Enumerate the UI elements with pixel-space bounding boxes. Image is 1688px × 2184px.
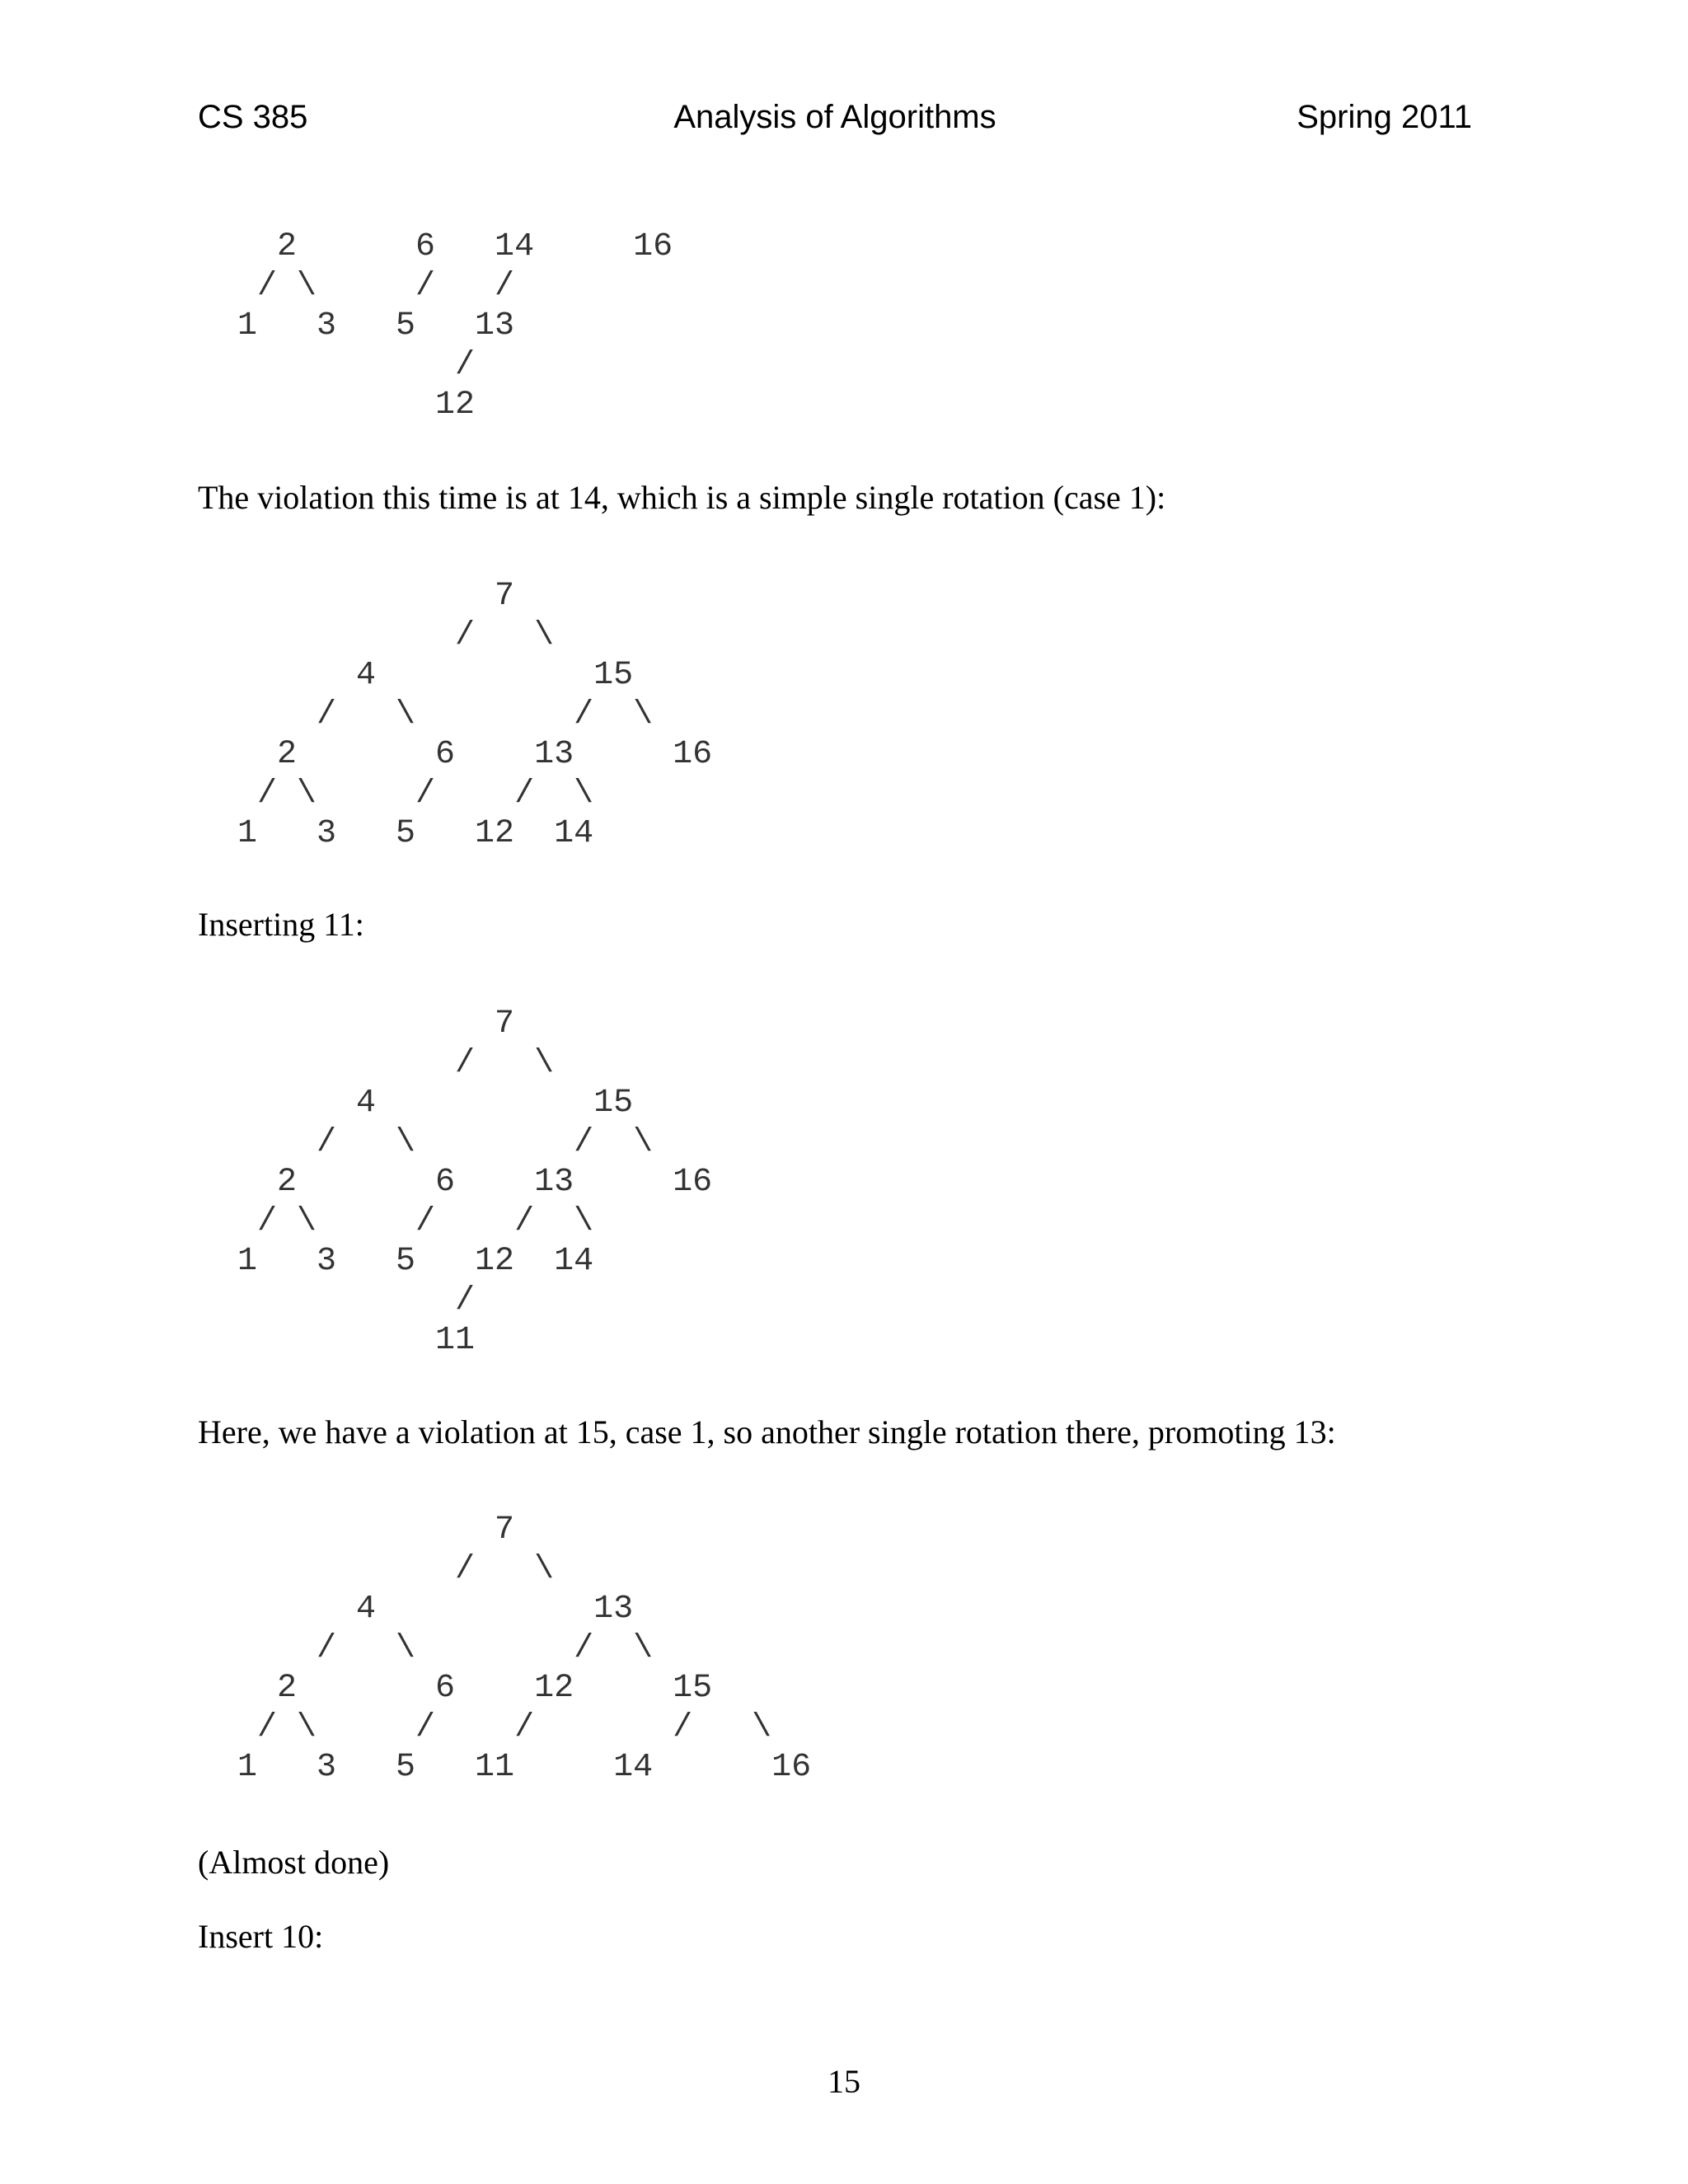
page-header — [198, 92, 1472, 142]
paragraph-violation-at-15: Here, we have a violation at 15, case 1, so another single rotation there, promoting 13: — [198, 1413, 1336, 1451]
paragraph-inserting-11: Inserting 11: — [198, 906, 364, 943]
document-title: Analysis of Algorithms — [673, 99, 996, 135]
avl-tree-diagram-4: 7 / \ 4 13 / \ / \ 2 6 12 15 / \ / / / \ 1 3 5 11 14 16 — [237, 1511, 812, 1786]
course-code: CS 385 — [198, 99, 308, 135]
paragraph-almost-done: (Almost done) — [198, 1844, 390, 1881]
page-number: 15 — [828, 2063, 860, 2100]
term-label: Spring 2011 — [1296, 99, 1472, 135]
paragraph-insert-10: Insert 10: — [198, 1918, 324, 1955]
avl-tree-diagram-1: 2 6 14 16 / \ / / 1 3 5 13 / 12 — [237, 228, 673, 424]
paragraph-violation-at-14: The violation this time is at 14, which is a simple single rotation (case 1): — [198, 479, 1166, 516]
avl-tree-diagram-3: 7 / \ 4 15 / \ / \ 2 6 13 16 / \ / / \ 1 3 5 12 14 / 11 — [237, 1005, 713, 1359]
avl-tree-diagram-2: 7 / \ 4 15 / \ / \ 2 6 13 16 / \ / / \ 1 3 5 12 14 — [237, 578, 713, 852]
